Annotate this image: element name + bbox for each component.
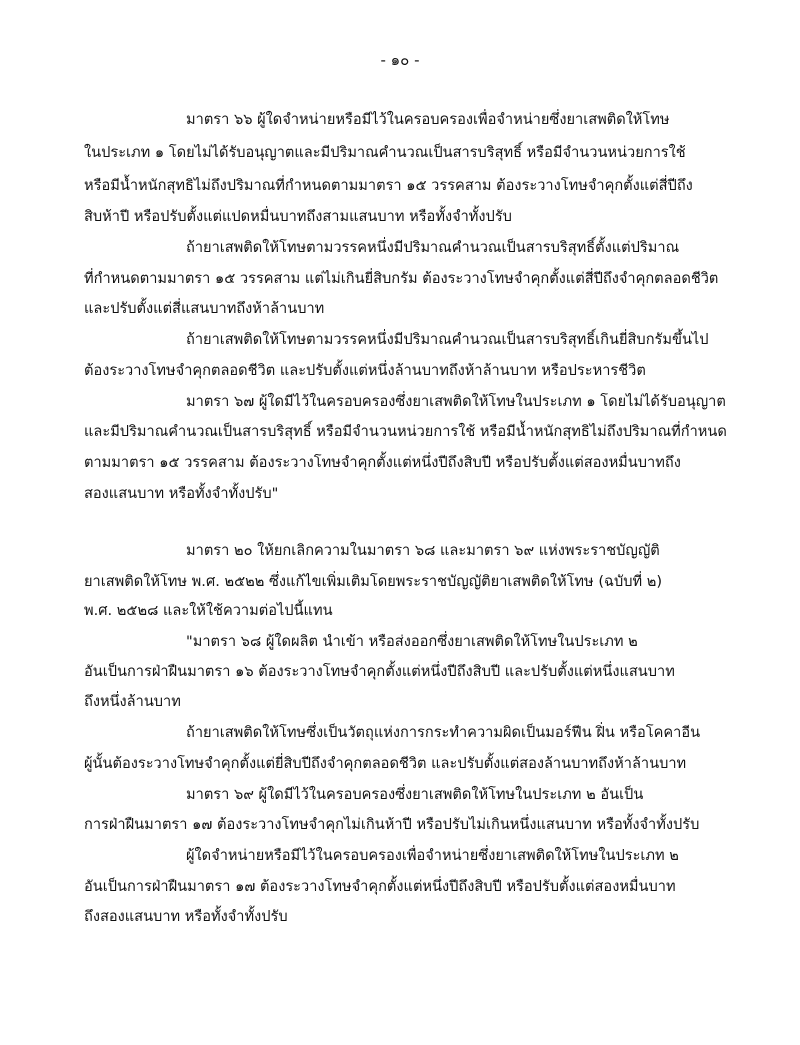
page-number: - ๑๐ - xyxy=(380,51,420,69)
section-67-line-2: และมีปริมาณคำนวณเป็นสารบริสุทธิ์ หรือมีจำนวนหน่วยการใช้ หรือมีน้ำหนักสุทธิไม่ถึงปริมาณที่กำหนด xyxy=(84,423,727,440)
section-68-line-3: ถึงหนึ่งล้านบาท xyxy=(84,693,181,710)
section-66-para-2-line-1: ถ้ายาเสพติดให้โทษตามวรรคหนึ่งมีปริมาณคำนวณเป็นสารบริสุทธิ์ตั้งแต่ปริมาณ xyxy=(186,239,680,256)
section-69-para-2-line-1: ผู้ใดจำหน่ายหรือมีไว้ในครอบครองเพื่อจำหน่ายซึ่งยาเสพติดให้โทษในประเภท ๒ xyxy=(186,847,679,864)
section-69-para-2-line-2: อันเป็นการฝ่าฝืนมาตรา ๑๗ ต้องระวางโทษจำคุกตั้งแต่หนึ่งปีถึงสิบปี หรือปรับตั้งแต่สองหมื่นบาท xyxy=(84,878,676,895)
section-67-line-4: สองแสนบาท หรือทั้งจำทั้งปรับ" xyxy=(84,485,279,502)
section-66-para-2-line-3: และปรับตั้งแต่สี่แสนบาทถึงห้าล้านบาท xyxy=(84,300,325,317)
section-20-line-1: มาตรา ๒๐ ให้ยกเลิกความในมาตรา ๖๘ และมาตรา ๖๙ แห่งพระราชบัญญัติ xyxy=(186,542,660,559)
section-67-line-3: ตามมาตรา ๑๕ วรรคสาม ต้องระวางโทษจำคุกตั้งแต่หนึ่งปีถึงสิบปี หรือปรับตั้งแต่สองหมื่นบาทถึง xyxy=(84,454,681,471)
section-68-para-2-line-1: ถ้ายาเสพติดให้โทษซึ่งเป็นวัตถุแห่งการกระทำความผิดเป็นมอร์ฟีน ฝิ่น หรือโคคาอีน xyxy=(186,724,701,741)
section-69-para-2-line-3: ถึงสองแสนบาท หรือทั้งจำทั้งปรับ xyxy=(84,908,288,925)
section-66-para-3-line-2: ต้องระวางโทษจำคุกตลอดชีวิต และปรับตั้งแต่หนึ่งล้านบาทถึงห้าล้านบาท หรือประหารชีวิต xyxy=(84,362,646,379)
section-66-line-4: สิบห้าปี หรือปรับตั้งแต่แปดหมื่นบาทถึงสามแสนบาท หรือทั้งจำทั้งปรับ xyxy=(84,208,512,225)
section-68-line-2: อันเป็นการฝ่าฝืนมาตรา ๑๖ ต้องระวางโทษจำคุกตั้งแต่หนึ่งปีถึงสิบปี และปรับตั้งแต่หนึ่งแสนบาท xyxy=(84,663,675,680)
section-66-line-2: ในประเภท ๑ โดยไม่ได้รับอนุญาตและมีปริมาณคำนวณเป็นสารบริสุทธิ์ หรือมีจำนวนหน่วยการใช้ xyxy=(84,144,686,161)
section-66-line-3: หรือมีน้ำหนักสุทธิไม่ถึงปริมาณที่กำหนดตามมาตรา ๑๕ วรรคสาม ต้องระวางโทษจำคุกตั้งแต่สี่ปีถึง xyxy=(84,177,693,194)
section-66-para-3-line-1: ถ้ายาเสพติดให้โทษตามวรรคหนึ่งมีปริมาณคำนวณเป็นสารบริสุทธิ์เกินยี่สิบกรัมขึ้นไป xyxy=(186,331,709,348)
section-69-line-2: การฝ่าฝืนมาตรา ๑๗ ต้องระวางโทษจำคุกไม่เกินห้าปี หรือปรับไม่เกินหนึ่งแสนบาท หรือทั้งจำทั้งปรับ xyxy=(84,816,700,833)
section-68-para-2-line-2: ผู้นั้นต้องระวางโทษจำคุกตั้งแต่ยี่สิบปีถึงจำคุกตลอดชีวิต และปรับตั้งแต่สองล้านบาทถึงห้าล้านบาท xyxy=(84,755,687,772)
section-69-line-1: มาตรา ๖๙ ผู้ใดมีไว้ในครอบครองซึ่งยาเสพติดให้โทษในประเภท ๒ อันเป็น xyxy=(186,786,644,803)
section-68-line-1: "มาตรา ๖๘ ผู้ใดผลิต นำเข้า หรือส่งออกซึ่งยาเสพติดให้โทษในประเภท ๒ xyxy=(186,633,638,650)
section-66-para-2-line-2: ที่กำหนดตามมาตรา ๑๕ วรรคสาม แต่ไม่เกินยี่สิบกรัม ต้องระวางโทษจำคุกตั้งแต่สี่ปีถึงจำคุกตลอดชีวิต xyxy=(84,270,719,287)
section-66-line-1: มาตรา ๖๖ ผู้ใดจำหน่ายหรือมีไว้ในครอบครองเพื่อจำหน่ายซึ่งยาเสพติดให้โทษ xyxy=(186,111,670,128)
section-67-line-1: มาตรา ๖๗ ผู้ใดมีไว้ในครอบครองซึ่งยาเสพติดให้โทษในประเภท ๑ โดยไม่ได้รับอนุญาต xyxy=(186,393,726,410)
section-20-line-2: ยาเสพติดให้โทษ พ.ศ. ๒๕๒๒ ซึ่งแก้ไขเพิ่มเติมโดยพระราชบัญญัติยาเสพติดให้โทษ (ฉบับที่ ๒) xyxy=(84,573,663,590)
section-20-line-3: พ.ศ. ๒๕๒๘ และให้ใช้ความต่อไปนี้แทน xyxy=(84,602,333,619)
